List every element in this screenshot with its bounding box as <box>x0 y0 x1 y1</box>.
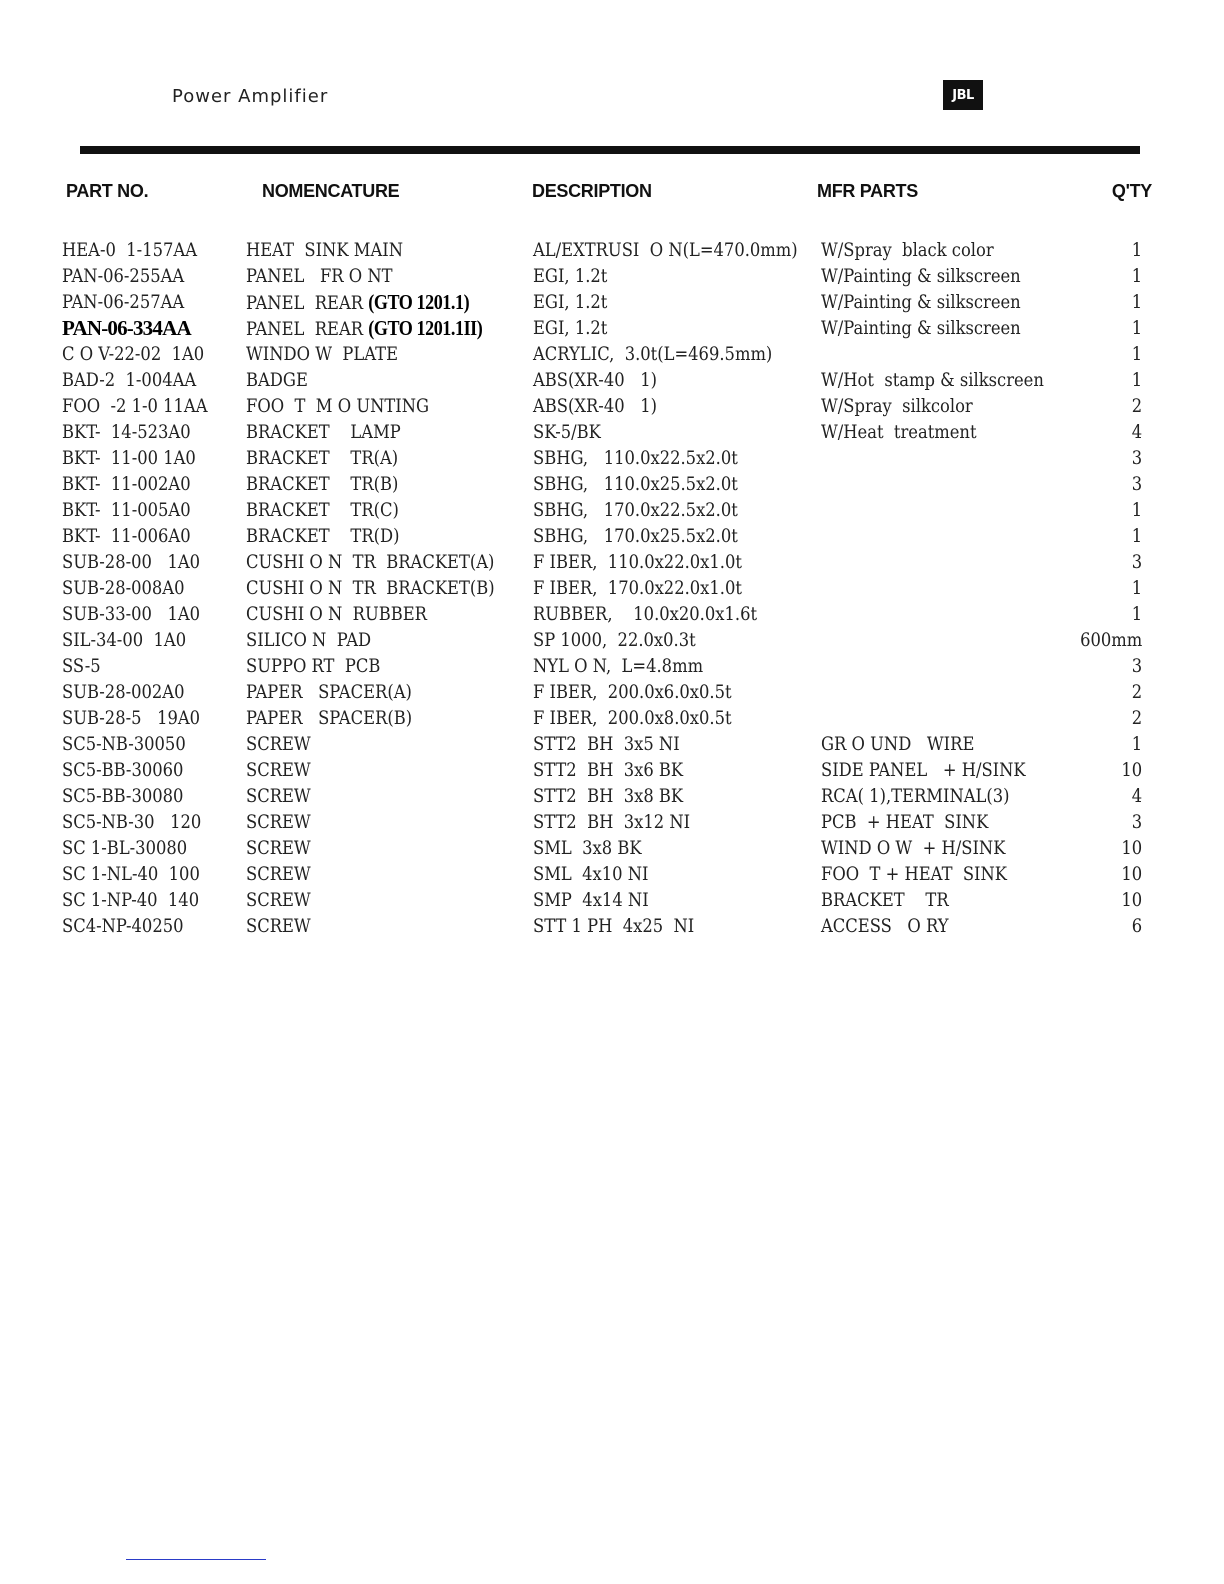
description-cell: F IBER, 200.0x8.0x0.5t <box>533 707 732 729</box>
mfr-parts-cell: SIDE PANEL + H/SINK <box>821 759 1026 781</box>
mfr-parts-cell: W/Spray black color <box>821 239 994 261</box>
table-row <box>0 861 1224 887</box>
table-row <box>0 887 1224 913</box>
nomenclature-cell <box>246 445 398 471</box>
qty-cell: 10 <box>1121 863 1142 885</box>
nomenclature-text: SUPPO RT PCB <box>246 655 381 677</box>
nomenclature-cell <box>246 679 412 705</box>
description-cell: ACRYLIC, 3.0t(L=469.5mm) <box>533 343 773 365</box>
page-title: Power Amplifier <box>172 86 329 107</box>
part-number: SC5-NB-30050 <box>62 733 186 755</box>
qty-cell: 2 <box>1131 395 1142 417</box>
table-row <box>0 237 1224 263</box>
part-number: PAN-06-257AA <box>62 291 185 313</box>
description-cell: EGI, 1.2t <box>533 317 608 339</box>
qty-cell: 3 <box>1131 447 1142 469</box>
qty-cell: 600mm <box>1079 629 1142 651</box>
description-cell: EGI, 1.2t <box>533 265 608 287</box>
mfr-parts-cell: W/Painting & silkscreen <box>821 291 1021 313</box>
nomenclature-text: SCREW <box>246 863 311 885</box>
description-cell: STT 1 PH 4x25 NI <box>533 915 695 937</box>
mfr-parts-cell: FOO T + HEAT SINK <box>821 863 1008 885</box>
table-row <box>0 497 1224 523</box>
description-cell: SML 3x8 BK <box>533 837 642 859</box>
description-cell: SBHG, 110.0x25.5x2.0t <box>533 473 738 495</box>
mfr-parts-cell: W/Hot stamp & silkscreen <box>821 369 1044 391</box>
qty-cell: 1 <box>1131 525 1142 547</box>
table-row <box>0 731 1224 757</box>
description-cell: STT2 BH 3x5 NI <box>533 733 680 755</box>
qty-cell: 2 <box>1131 681 1142 703</box>
nomenclature-text: SCREW <box>246 785 311 807</box>
qty-cell: 3 <box>1131 655 1142 677</box>
nomenclature-cell <box>246 757 311 783</box>
nomenclature-cell <box>246 263 393 289</box>
table-row <box>0 757 1224 783</box>
part-number: FOO -2 1-0 11AA <box>62 395 208 417</box>
nomenclature-cell <box>246 549 494 575</box>
description-cell: ABS(XR-40 1) <box>533 369 657 391</box>
description-cell: F IBER, 110.0x22.0x1.0t <box>533 551 742 573</box>
model-note: (GTO 1201.1) <box>368 290 470 314</box>
qty-cell: 1 <box>1131 291 1142 313</box>
mfr-parts-cell: BRACKET TR <box>821 889 949 911</box>
part-number: SC5-BB-30080 <box>62 785 184 807</box>
nomenclature-cell <box>246 809 311 835</box>
nomenclature-cell <box>246 341 398 367</box>
part-number: SC 1-NL-40 100 <box>62 863 200 885</box>
mfr-parts-cell: WIND O W + H/SINK <box>821 837 1006 859</box>
table-row <box>0 575 1224 601</box>
table-row <box>0 601 1224 627</box>
nomenclature-cell <box>246 861 311 887</box>
table-row <box>0 653 1224 679</box>
nomenclature-text: SCREW <box>246 811 311 833</box>
qty-cell: 1 <box>1131 239 1142 261</box>
nomenclature-cell <box>246 887 311 913</box>
part-number: SS-5 <box>62 655 101 677</box>
description-cell: EGI, 1.2t <box>533 291 608 313</box>
part-number: BKT- 11-002A0 <box>62 473 191 495</box>
nomenclature-text: PAPER SPACER(B) <box>246 707 413 729</box>
part-number: SC5-BB-30060 <box>62 759 184 781</box>
description-cell: SBHG, 110.0x22.5x2.0t <box>533 447 738 469</box>
nomenclature-text: BRACKET TR(C) <box>246 499 399 521</box>
table-row <box>0 549 1224 575</box>
table-row <box>0 913 1224 939</box>
qty-cell: 1 <box>1131 577 1142 599</box>
description-cell: STT2 BH 3x6 BK <box>533 759 684 781</box>
nomenclature-cell <box>246 627 371 653</box>
footer-link-underline <box>126 1559 266 1560</box>
part-number: SC5-NB-30 120 <box>62 811 202 833</box>
nomenclature-text: BRACKET TR(A) <box>246 447 399 469</box>
table-row <box>0 523 1224 549</box>
jbl-logo: JBL <box>943 80 983 110</box>
nomenclature-text: PANEL REAR <box>246 318 369 340</box>
qty-cell: 1 <box>1131 603 1142 625</box>
part-number: BKT- 11-005A0 <box>62 499 191 521</box>
nomenclature-cell <box>246 497 399 523</box>
qty-cell: 4 <box>1131 785 1142 807</box>
mfr-parts-cell: W/Painting & silkscreen <box>821 265 1021 287</box>
nomenclature-cell <box>246 419 401 445</box>
description-cell: SMP 4x14 NI <box>533 889 649 911</box>
qty-cell: 1 <box>1131 499 1142 521</box>
nomenclature-text: CUSHI O N TR BRACKET(A) <box>246 551 495 573</box>
mfr-parts-cell: PCB + HEAT SINK <box>821 811 989 833</box>
table-row <box>0 367 1224 393</box>
part-number: SUB-28-5 19A0 <box>62 707 201 729</box>
part-number: SUB-28-00 1A0 <box>62 551 201 573</box>
qty-cell: 6 <box>1131 915 1142 937</box>
table-row <box>0 393 1224 419</box>
part-number: SUB-28-008A0 <box>62 577 185 599</box>
table-row <box>0 445 1224 471</box>
table-row <box>0 835 1224 861</box>
description-cell: NYL O N, L=4.8mm <box>533 655 704 677</box>
nomenclature-cell <box>246 653 380 679</box>
qty-cell: 1 <box>1131 343 1142 365</box>
qty-cell: 10 <box>1121 837 1142 859</box>
column-header-qty: Q'TY <box>1111 181 1152 201</box>
table-row <box>0 315 1224 341</box>
parts-list <box>0 237 1224 939</box>
description-cell: STT2 BH 3x12 NI <box>533 811 691 833</box>
part-number: SUB-28-002A0 <box>62 681 185 703</box>
part-number: SC 1-BL-30080 <box>62 837 188 859</box>
nomenclature-cell <box>246 523 399 549</box>
description-cell: F IBER, 200.0x6.0x0.5t <box>533 681 732 703</box>
qty-cell: 10 <box>1121 759 1142 781</box>
nomenclature-text: SCREW <box>246 733 311 755</box>
qty-cell: 2 <box>1131 707 1142 729</box>
nomenclature-text: CUSHI O N RUBBER <box>246 603 427 625</box>
header-divider <box>80 146 1140 154</box>
nomenclature-text: WINDO W PLATE <box>246 343 399 365</box>
nomenclature-text: SCREW <box>246 915 311 937</box>
nomenclature-text: SILICO N PAD <box>246 629 372 651</box>
nomenclature-text: FOO T M O UNTING <box>246 395 430 417</box>
description-cell: SK-5/BK <box>533 421 601 443</box>
mfr-parts-cell: W/Heat treatment <box>821 421 977 443</box>
part-number: BKT- 11-006A0 <box>62 525 191 547</box>
nomenclature-text: PANEL FR O NT <box>246 265 393 287</box>
qty-cell: 10 <box>1121 889 1142 911</box>
qty-cell: 1 <box>1131 317 1142 339</box>
part-number: BKT- 11-00 1A0 <box>62 447 196 469</box>
nomenclature-cell <box>246 575 495 601</box>
nomenclature-cell <box>246 731 311 757</box>
table-row <box>0 783 1224 809</box>
part-number: SC 1-NP-40 140 <box>62 889 200 911</box>
qty-cell: 1 <box>1131 733 1142 755</box>
nomenclature-text: PANEL REAR <box>246 292 369 314</box>
mfr-parts-cell: W/Spray silkcolor <box>821 395 973 417</box>
nomenclature-cell <box>246 471 398 497</box>
nomenclature-cell <box>246 913 311 939</box>
nomenclature-cell <box>246 315 482 342</box>
table-row <box>0 289 1224 315</box>
column-header-nomenclature: NOMENCATURE <box>262 181 400 201</box>
nomenclature-text: BRACKET TR(B) <box>246 473 399 495</box>
description-cell: SP 1000, 22.0x0.3t <box>533 629 696 651</box>
table-row <box>0 341 1224 367</box>
description-cell: STT2 BH 3x8 BK <box>533 785 684 807</box>
description-cell: SBHG, 170.0x22.5x2.0t <box>533 499 738 521</box>
mfr-parts-cell: W/Painting & silkscreen <box>821 317 1021 339</box>
nomenclature-text: SCREW <box>246 759 311 781</box>
table-row <box>0 419 1224 445</box>
part-number: C O V-22-02 1A0 <box>62 343 205 365</box>
part-number: HEA-0 1-157AA <box>62 239 197 261</box>
table-row <box>0 809 1224 835</box>
description-cell: AL/EXTRUSI O N(L=470.0mm) <box>533 239 798 261</box>
description-cell: SML 4x10 NI <box>533 863 649 885</box>
column-header-part-no: PART NO. <box>66 181 149 201</box>
nomenclature-cell <box>246 393 429 419</box>
table-row <box>0 263 1224 289</box>
nomenclature-text: SCREW <box>246 837 311 859</box>
part-number: PAN-06-255AA <box>62 265 185 287</box>
qty-cell: 1 <box>1131 369 1142 391</box>
mfr-parts-cell: RCA( 1),TERMINAL(3) <box>821 785 1010 807</box>
qty-cell: 3 <box>1131 551 1142 573</box>
description-cell: ABS(XR-40 1) <box>533 395 657 417</box>
nomenclature-cell <box>246 601 427 627</box>
table-row <box>0 627 1224 653</box>
nomenclature-text: BRACKET LAMP <box>246 421 401 443</box>
qty-cell: 1 <box>1131 265 1142 287</box>
nomenclature-cell <box>246 783 311 809</box>
nomenclature-cell <box>246 835 311 861</box>
table-row <box>0 705 1224 731</box>
part-number: SIL-34-00 1A0 <box>62 629 187 651</box>
nomenclature-text: HEAT SINK MAIN <box>246 239 404 261</box>
nomenclature-cell <box>246 705 412 731</box>
nomenclature-cell <box>246 367 308 393</box>
nomenclature-cell <box>246 289 469 316</box>
nomenclature-cell <box>246 237 403 263</box>
model-note: (GTO 1201.1II) <box>368 316 483 340</box>
description-cell: SBHG, 170.0x25.5x2.0t <box>533 525 738 547</box>
mfr-parts-cell: ACCESS O RY <box>821 915 949 937</box>
nomenclature-text: BRACKET TR(D) <box>246 525 400 547</box>
mfr-parts-cell: GR O UND WIRE <box>821 733 975 755</box>
table-row <box>0 471 1224 497</box>
nomenclature-text: BADGE <box>246 369 308 391</box>
part-number: PAN-06-334AA <box>62 316 191 340</box>
qty-cell: 3 <box>1131 473 1142 495</box>
description-cell: F IBER, 170.0x22.0x1.0t <box>533 577 742 599</box>
nomenclature-text: SCREW <box>246 889 311 911</box>
nomenclature-text: CUSHI O N TR BRACKET(B) <box>246 577 495 599</box>
qty-cell: 3 <box>1131 811 1142 833</box>
table-row <box>0 679 1224 705</box>
column-header-mfr-parts: MFR PARTS <box>817 181 918 201</box>
qty-cell: 4 <box>1131 421 1142 443</box>
column-header-description: DESCRIPTION <box>532 181 652 201</box>
part-number: SUB-33-00 1A0 <box>62 603 201 625</box>
part-number: BAD-2 1-004AA <box>62 369 197 391</box>
nomenclature-text: PAPER SPACER(A) <box>246 681 412 703</box>
description-cell: RUBBER, 10.0x20.0x1.6t <box>533 603 758 625</box>
part-number: SC4-NP-40250 <box>62 915 184 937</box>
part-number: BKT- 14-523A0 <box>62 421 191 443</box>
